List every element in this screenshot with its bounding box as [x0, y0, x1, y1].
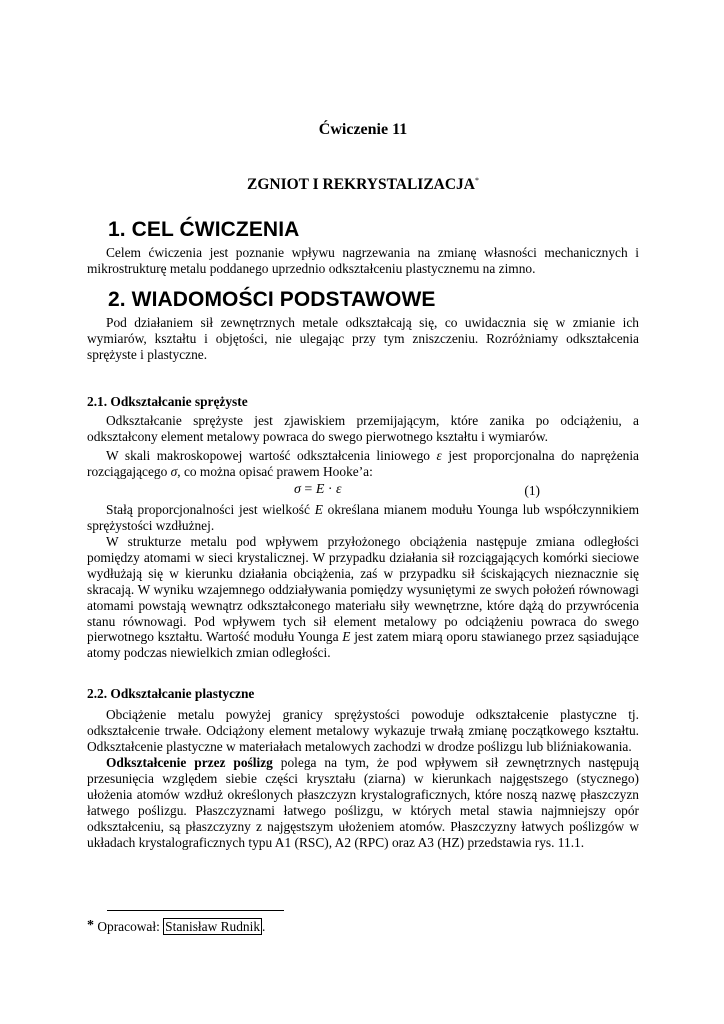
youngs-modulus-symbol: E	[314, 502, 323, 517]
footnote-author: Stanisław Rudnik	[165, 919, 261, 934]
section-2-1-paragraph-3	[87, 502, 639, 534]
text-run: jest zatem miarą oporu stawianego przez sąsiadujące atomy podczas niewielkich zmian odległości.	[87, 629, 639, 661]
hooke-formula-row	[87, 482, 639, 500]
text-run: Stałą proporcjonalności jest wielkość	[106, 502, 315, 517]
text-run: , co można opisać prawem Hooke’a:	[177, 463, 373, 479]
epsilon-symbol: ε	[436, 448, 442, 463]
text-run: W skali makroskopowej wartość odkształcenia liniowego	[106, 448, 437, 463]
text-run: określana mianem modułu Younga lub współczynnikiem sprężystości wzdłużnej.	[87, 502, 639, 533]
footnote-period: .	[262, 919, 266, 934]
section-2-2-paragraph-1: Obciążenie metalu powyżej granicy sprężystości powoduje odkształcenie plastyczne tj. odkształcenie trwałe. Odciążony element metalowy wykazuje trwałą zmianę początkowego kształtu. Odkształcenie plastyczne w materiałach metalowych zachodzi w drodze poślizgu lub bliźniakowania.	[87, 707, 639, 754]
main-title-text: ZGNIOT I REKRYSTALIZACJA	[247, 176, 475, 194]
text-run: W strukturze metalu pod wpływem przyłożonego obciążenia następuje zmiana odległości pomiędzy atomami w sieci krystalicznej. W przypadku działania sił rozciągających komórki sieciowe wydłużają się w kierunku działania obciążenia, zaś w przypadku sił ściskających nieznacznie się skracają. W wyniku wzajemnego oddziaływania pomiędzy wysuniętymi ze swych położeń równowagi atomami powstają wewnątrz odkształconego materiału siły wewnętrzne, które dążą do przywrócenia stanu równowagi. Pod wpływem tych sił element metalowy po odciążeniu powraca do swego pierwotnego kształtu. Wartość modułu Younga	[87, 534, 639, 645]
section-2-1-paragraph-1: Odkształcanie sprężyste jest zjawiskiem przemijającym, które zanika po odciążeniu, a odkształcony element metalowy powraca do swego pierwotnego kształtu i wymiarów.	[87, 413, 639, 444]
section-2-1-heading: 2.1. Odkształcanie sprężyste	[87, 394, 248, 409]
sigma-symbol: σ	[170, 463, 178, 479]
formula-E: E	[315, 482, 325, 497]
section-2-1-paragraph-2	[87, 448, 639, 480]
section-1-paragraph: Celem ćwiczenia jest poznanie wpływu nagrzewania na zmianę własności mechanicznych i mikrostrukturę metalu poddanego uprzednio odkształceniu plastycznemu na zimno.	[87, 245, 639, 276]
hooke-formula	[294, 482, 342, 498]
formula-epsilon: ε	[336, 482, 342, 497]
section-2-1-paragraph-4	[87, 534, 639, 661]
slip-deformation-term: Odkształcenie przez poślizg	[106, 755, 273, 770]
section-2-paragraph: Pod działaniem sił zewnętrznych metale odkształcają się, co uwidacznia się w zmianie ich wymiarów, kształtu i objętości, nie ulegając przy tym zniszczeniu. Rozróżniamy odkształcenia sprężyste i plastyczne.	[87, 315, 639, 362]
footnote	[87, 918, 265, 935]
footnote-marker: *	[475, 176, 479, 185]
exercise-title: Ćwiczenie 11	[318, 121, 408, 138]
footnote-marker: *	[87, 918, 94, 933]
section-2-2-heading: 2.2. Odkształcanie plastyczne	[87, 686, 255, 701]
section-2-heading: 2. WIADOMOŚCI PODSTAWOWE	[108, 288, 436, 311]
youngs-modulus-symbol: E	[342, 629, 351, 645]
footnote-label: Opracował:	[97, 919, 164, 934]
section-1-heading: 1. CEL ĆWICZENIA	[108, 218, 300, 241]
text-run: jest proporcjonalna do naprężenia rozciągającego	[87, 448, 639, 479]
formula-sigma: σ	[294, 482, 301, 497]
formula-equals: =	[300, 482, 316, 497]
formula-number: (1)	[524, 483, 540, 498]
text-run: polega na tym, że pod wpływem sił zewnętrznych następują przesunięcia względem siebie części kryształu (ziarna) w kierunkach najgęstszego (stycznego) ułożenia atomów wzdłuż określonych płaszczyzn krystalograficznych, które noszą nazwę płaszczyzn łatwego poślizgu. Płaszczyznami łatwego poślizgu, w których metal stawia najmniejszy opór odkształceniu, są płaszczyzny z najgęstszym ułożeniem atomów. Płaszczyzny łatwych poślizgów w układach krystalograficznych typu A1 (RSC), A2 (RPC) oraz A3 (HZ) przedstawia rys. 11.1.	[87, 755, 639, 850]
main-title	[87, 176, 639, 194]
footnote-divider	[107, 910, 284, 911]
formula-dot: ·	[324, 482, 337, 497]
section-2-2-paragraph-2	[87, 755, 639, 850]
